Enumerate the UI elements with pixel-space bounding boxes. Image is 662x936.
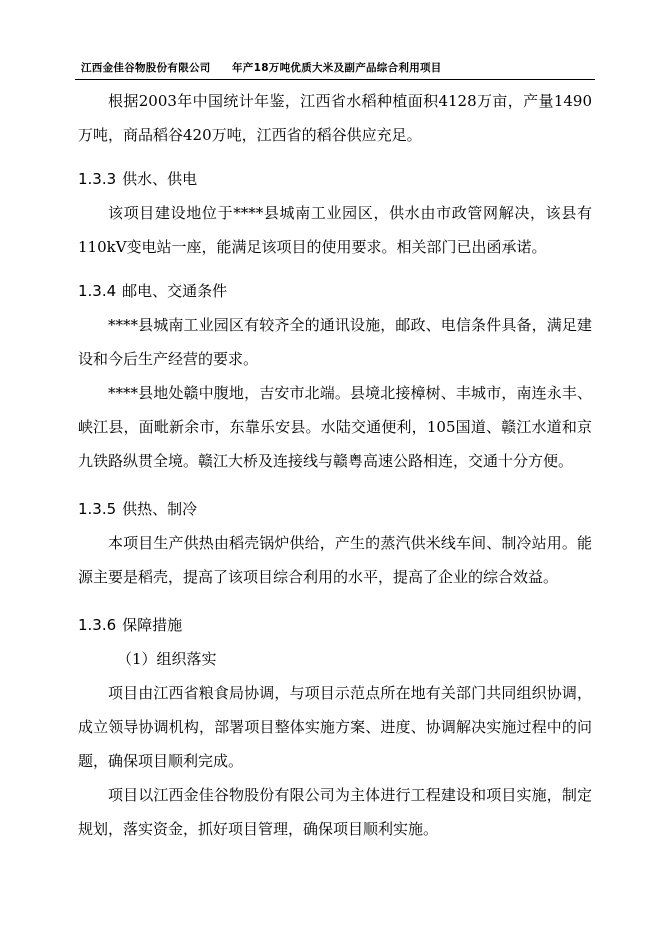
section-heading-1-3-6 bbox=[78, 608, 592, 642]
section-number: 1.3.5 bbox=[78, 500, 117, 518]
paragraph: 项目由江西省粮食局协调，与项目示范点所在地有关部门共同组织协调，成立领导协调机构，部署项目整体实施方案、进度、协调解决实施过程中的问题，确保项目顺利完成。 bbox=[78, 684, 592, 770]
header-organization: 江西金佳谷物股份有限公司 bbox=[81, 62, 211, 74]
section-title: 邮电、交通条件 bbox=[122, 282, 228, 300]
section-title: 保障措施 bbox=[122, 616, 183, 634]
paragraph: ****县城南工业园区有较齐全的通讯设施，邮政、电信条件具备，满足建设和今后生产经营的要求。 bbox=[78, 316, 592, 368]
section-heading-1-3-5 bbox=[78, 492, 592, 526]
header-project-title: 年产18万吨优质大米及副产品综合利用项目 bbox=[232, 62, 442, 74]
section-title: 供热、制冷 bbox=[122, 500, 198, 518]
section-number: 1.3.3 bbox=[78, 170, 117, 188]
document-body bbox=[78, 84, 592, 846]
subheading: （1）组织落实 bbox=[117, 650, 217, 668]
section-heading-1-3-3 bbox=[78, 162, 592, 196]
header-divider bbox=[75, 79, 595, 80]
page-header bbox=[75, 58, 595, 80]
section-heading-1-3-4 bbox=[78, 274, 592, 308]
intro-paragraph: 根据2003年中国统计年鉴，江西省水稻种植面积4128万亩，产量1490万吨，商品稻谷420万吨，江西省的稻谷供应充足。 bbox=[78, 92, 592, 144]
section-number: 1.3.4 bbox=[78, 282, 117, 300]
section-title: 供水、供电 bbox=[122, 170, 198, 188]
paragraph: 项目以江西金佳谷物股份有限公司为主体进行工程建设和项目实施，制定规划，落实资金，抓好项目管理，确保项目顺利实施。 bbox=[78, 786, 592, 838]
paragraph: ****县地处赣中腹地，吉安市北端。县境北接樟树、丰城市，南连永丰、峡江县，面毗新余市，东靠乐安县。水陆交通便利，105国道、赣江水道和京九铁路纵贯全境。赣江大桥及连接线与赣粤高速公路相连，交通十分方便。 bbox=[78, 384, 592, 470]
section-number: 1.3.6 bbox=[78, 616, 117, 634]
paragraph: 该项目建设地位于****县城南工业园区，供水由市政管网解决，该县有110kV变电站一座，能满足该项目的使用要求。相关部门已出函承诺。 bbox=[78, 204, 592, 256]
paragraph: 本项目生产供热由稻壳锅炉供给，产生的蒸汽供米线车间、制冷站用。能源主要是稻壳，提高了该项目综合利用的水平，提高了企业的综合效益。 bbox=[78, 534, 592, 586]
